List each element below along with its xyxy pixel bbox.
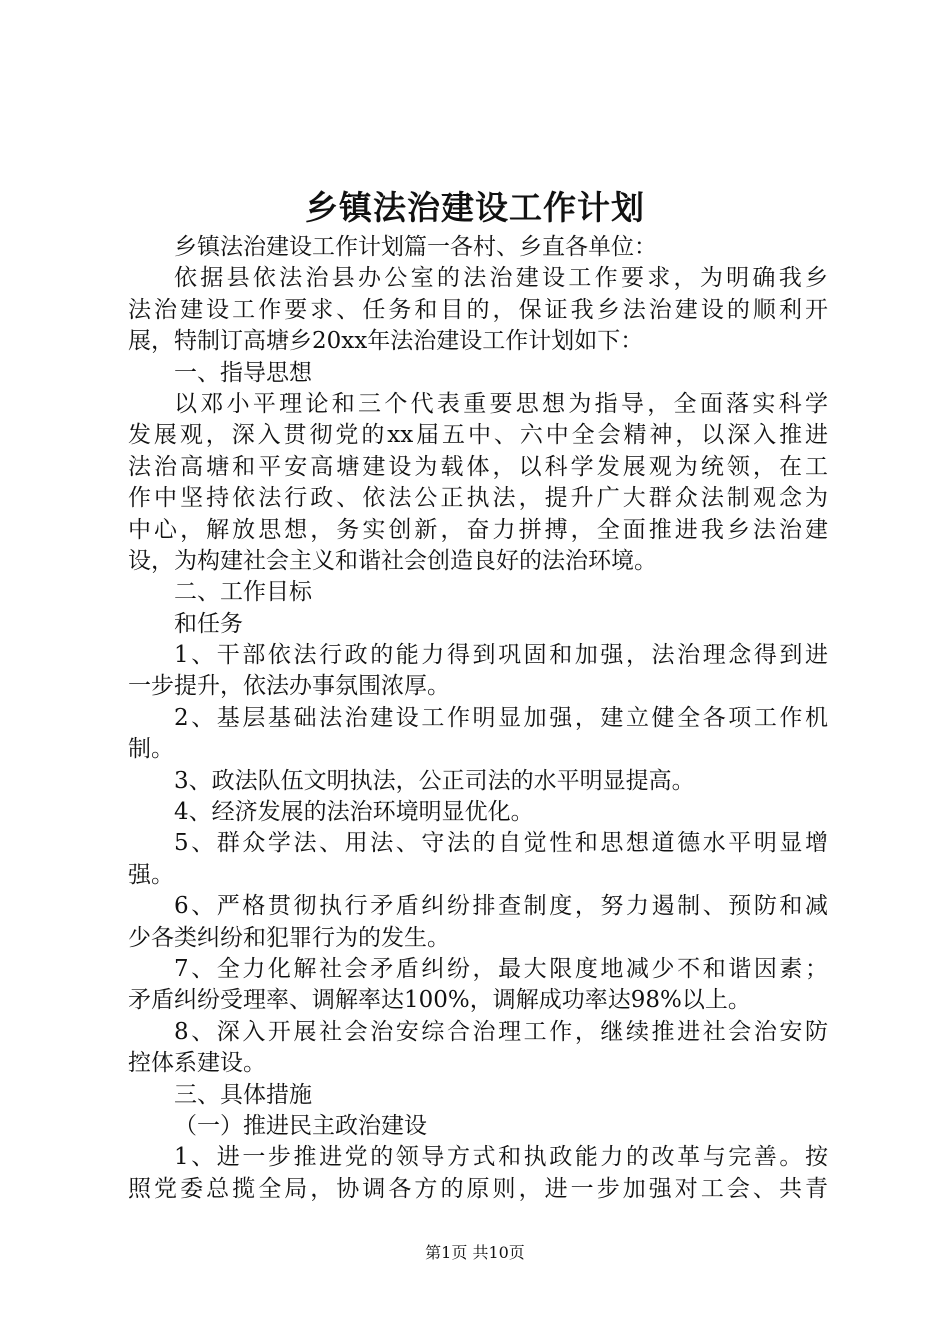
body-line: 以邓小平理论和三个代表重要思想为指导，全面落实科学	[174, 390, 828, 417]
body-line: 7、全力化解社会矛盾纠纷，最大限度地减少不和谐因素；	[174, 955, 828, 982]
body-line: 1、进一步推进党的领导方式和执政能力的改革与完善。按	[174, 1144, 828, 1171]
body-line: 设，为构建社会主义和谐社会创造良好的法治环境。	[128, 547, 657, 574]
page-footer: 第1页 共10页	[425, 1243, 525, 1262]
document-body	[128, 232, 828, 1205]
body-line: 制。	[128, 736, 174, 763]
body-line: 3、政法队伍文明执法，公正司法的水平明显提高。	[174, 767, 695, 794]
body-line: 1、干部依法行政的能力得到巩固和加强，法治理念得到进	[174, 642, 828, 669]
body-line: 中心，解放思想，务实创新，奋力拼搏，全面推进我乡法治建	[128, 516, 828, 543]
body-line: 2、基层基础法治建设工作明显加强，建立健全各项工作机	[174, 704, 828, 731]
body-line: 控体系建设。	[128, 1050, 266, 1077]
body-line: 二、工作目标	[174, 579, 312, 606]
document-title: 乡镇法治建设工作计划	[305, 188, 645, 227]
body-line: 矛盾纠纷受理率、调解率达100%，调解成功率达98%以上。	[128, 987, 751, 1014]
body-line: 一、指导思想	[174, 359, 312, 386]
body-line: 三、具体措施	[174, 1081, 312, 1108]
body-line: 5、群众学法、用法、守法的自觉性和思想道德水平明显增	[174, 830, 828, 857]
body-line: 照党委总揽全局，协调各方的原则，进一步加强对工会、共青	[128, 1175, 828, 1202]
body-line: 展，特制订高塘乡20xx年法治建设工作计划如下：	[128, 328, 644, 355]
body-line: 发展观，深入贯彻党的xx届五中、六中全会精神，以深入推进	[128, 422, 828, 449]
body-line: 和任务	[174, 610, 243, 637]
body-line: 作中坚持依法行政、依法公正执法，提升广大群众法制观念为	[128, 485, 828, 512]
body-line: 乡镇法治建设工作计划篇一各村、乡直各单位：	[174, 234, 657, 260]
body-line: 依据县依法治县办公室的法治建设工作要求，为明确我乡	[174, 265, 828, 292]
body-line: 强。	[128, 861, 174, 888]
body-line: 6、严格贯彻执行矛盾纠纷排查制度，努力遏制、预防和减	[174, 893, 828, 920]
body-line: 法治建设工作要求、任务和目的，保证我乡法治建设的顺利开	[128, 296, 828, 323]
body-line: 少各类纠纷和犯罪行为的发生。	[128, 924, 450, 951]
body-line: （一）推进民主政治建设	[174, 1112, 427, 1139]
body-line: 一步提升，依法办事氛围浓厚。	[128, 673, 450, 700]
body-line: 法治高塘和平安高塘建设为载体，以科学发展观为统领，在工	[128, 453, 828, 480]
body-line: 4、经济发展的法治环境明显优化。	[174, 799, 534, 826]
body-line: 8、深入开展社会治安综合治理工作，继续推进社会治安防	[174, 1018, 828, 1045]
